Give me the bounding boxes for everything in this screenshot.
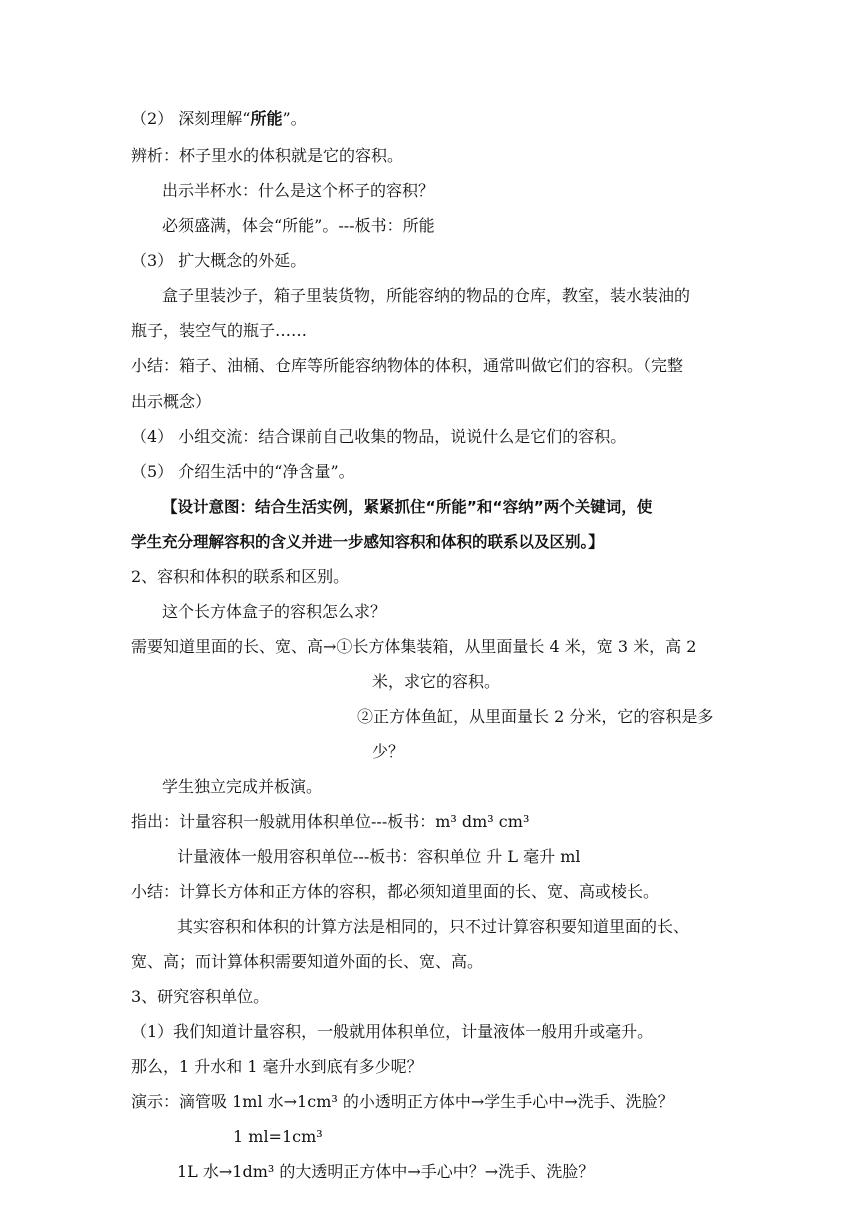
text-line: 指出：计量容积一般就用体积单位---板书：m³ dm³ cm³ <box>131 812 530 831</box>
text-line: 米，求它的容积。 <box>372 672 501 691</box>
text-line: （1）我们知道计量容积，一般就用体积单位，计量液体一般用升或毫升。 <box>131 1022 654 1041</box>
text-line: 学生独立完成并板演。 <box>162 777 323 796</box>
text-line: 小结：箱子、油桶、仓库等所能容纳物体的体积，通常叫做它们的容积。（完整 <box>131 356 684 375</box>
text-line: 演示：滴管吸 1ml 水→1cm³ 的小透明正方体中→学生手心中→洗手、洗脸？ <box>131 1092 674 1111</box>
text-line: （4） 小组交流：结合课前自己收集的物品，说说什么是它们的容积。 <box>131 427 627 446</box>
text-line: 出示半杯水：什么是这个杯子的容积？ <box>162 181 435 200</box>
text-line: 其实容积和体积的计算方法是相同的，只不过计算容积要知道里面的长、 <box>177 917 690 936</box>
design-intent-line: 学生充分理解容积的含义并进一步感知容积和体积的联系以及区别。】 <box>131 533 604 551</box>
text-line: 需要知道里面的长、宽、高→①长方体集装箱，从里面量长 4 米，宽 3 米，高 2 <box>131 637 697 656</box>
text-line: 1 ml=1cm³ <box>233 1127 323 1146</box>
text-line: 出示概念） <box>131 392 212 411</box>
text-line: 辨析：杯子里水的体积就是它的容积。 <box>131 146 404 165</box>
text-line: （2） 深刻理解“所能”。 <box>131 109 307 128</box>
text-line: 少？ <box>372 742 405 761</box>
text-line: 小结：计算长方体和正方体的容积，都必须知道里面的长、宽、高或棱长。 <box>131 882 660 901</box>
text-line: （5） 介绍生活中的“净含量”。 <box>131 462 355 481</box>
text-line: 这个长方体盒子的容积怎么求？ <box>162 602 387 621</box>
text-line: 必须盛满，体会“所能”。---板书：所能 <box>162 216 435 235</box>
text-line: 盒子里装沙子，箱子里装货物，所能容纳的物品的仓库，教室，装水装油的 <box>162 286 691 305</box>
section-heading: 2、容积和体积的联系和区别。 <box>131 567 350 586</box>
section-heading: 3、研究容积单位。 <box>131 987 270 1006</box>
text-line: 那么，1 升水和 1 毫升水到底有多少呢？ <box>131 1057 423 1076</box>
text-line: ②正方体鱼缸，从里面量长 2 分米，它的容积是多 <box>357 707 714 726</box>
design-intent-line: 【设计意图：结合生活实例，紧紧抓住“所能”和“容纳”两个关键词，使 <box>162 498 653 516</box>
text-line: 瓶子，装空气的瓶子…… <box>131 321 308 340</box>
text-line: 1L 水→1dm³ 的大透明正方体中→手心中？→洗手、洗脸？ <box>177 1162 595 1181</box>
text-line: （3） 扩大概念的外延。 <box>131 251 307 270</box>
text-line: 计量液体一般用容积单位---板书：容积单位 升 L 毫升 ml <box>177 847 581 866</box>
text-line: 宽、高；而计算体积需要知道外面的长、宽、高。 <box>131 952 484 971</box>
